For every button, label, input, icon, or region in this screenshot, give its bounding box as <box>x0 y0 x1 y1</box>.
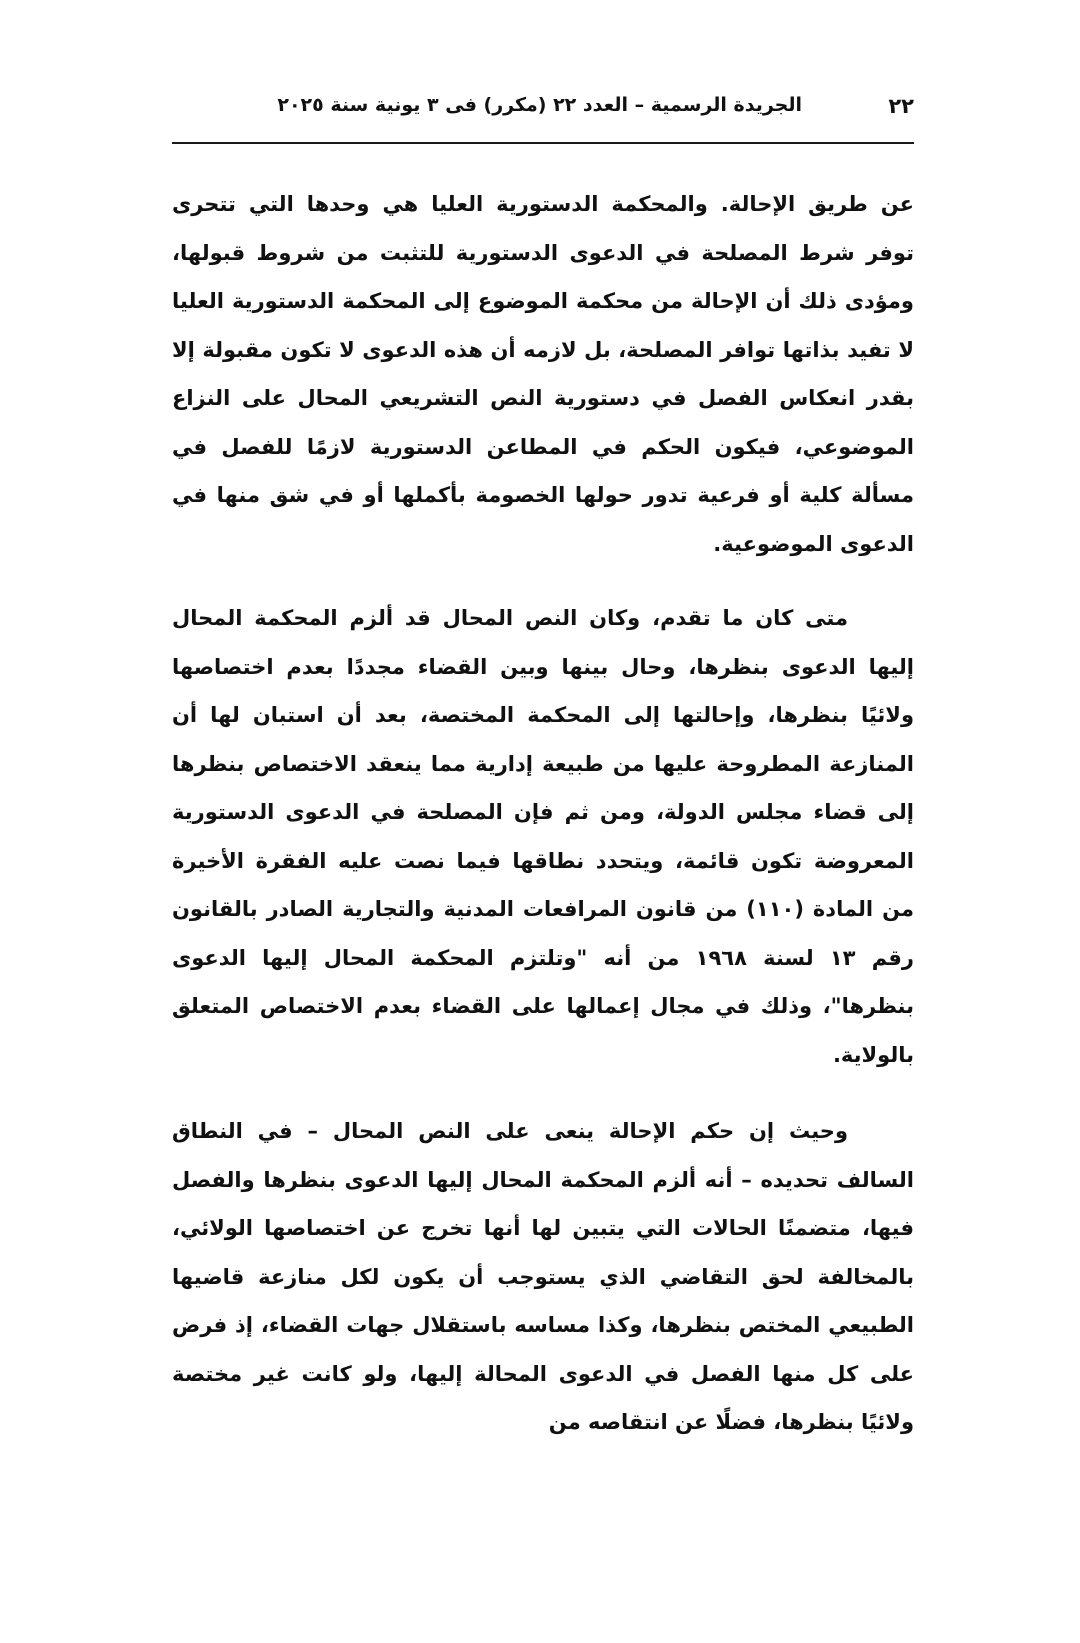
page-number: ٢٢ <box>888 94 914 118</box>
paragraph-1: عن طريق الإحالة. والمحكمة الدستورية العليا هي وحدها التي تتحرى توفر شرط المصلحة في الدعوى الدستورية للتثبت من شروط قبولها، ومؤدى ذلك أن الإحالة من محكمة الموضوع إلى المحكمة الدستورية العليا لا تفيد بذاتها توافر المصلحة، بل لازمه أن هذه الدعوى لا تكون مقبولة إلا بقدر انعكاس الفصل في دستورية النص التشريعي المحال على النزاع الموضوعي، فيكون الحكم في المطاعن الدستورية لازمًا للفصل في مسألة كلية أو فرعية تدور حولها الخصومة بأكملها أو في شق منها في الدعوى الموضوعية. <box>172 192 914 556</box>
page-header <box>172 88 914 136</box>
paragraph-2: متى كان ما تقدم، وكان النص المحال قد ألزم المحكمة المحال إليها الدعوى بنظرها، وحال بينها وبين القضاء مجددًا بعدم اختصاصها ولائيًا بنظرها، وإحالتها إلى المحكمة المختصة، بعد أن استبان لها أن المنازعة المطروحة عليها من طبيعة إدارية مما ينعقد الاختصاص بنظرها إلى قضاء مجلس الدولة، ومن ثم فإن المصلحة في الدعوى الدستورية المعروضة تكون قائمة، ويتحدد نطاقها فيما نصت عليه الفقرة الأخيرة من المادة (١١٠) من قانون المرافعات المدنية والتجارية الصادر بالقانون رقم ١٣ لسنة ١٩٦٨ من أنه "وتلتزم المحكمة المحال إليها الدعوى بنظرها"، وذلك في مجال إعمالها على القضاء بعدم الاختصاص المتعلق بالولاية. <box>172 606 914 1067</box>
body-text <box>172 180 914 1447</box>
header-divider <box>172 142 914 144</box>
paragraph-3: وحيث إن حكم الإحالة ينعى على النص المحال – في النطاق السالف تحديده – أنه ألزم المحكمة المحال إليها الدعوى بنظرها والفصل فيها، متضمنًا الحالات التي يتبين لها أنها تخرج عن اختصاصها الولائي، بالمخالفة لحق التقاضي الذي يستوجب أن يكون لكل منازعة قاضيها الطبيعي المختص بنظرها، وكذا مساسه باستقلال جهات القضاء، إذ فرض على كل منها الفصل في الدعوى المحالة إليها، ولو كانت غير مختصة ولائيًا بنظرها، فضلًا عن انتقاصه من <box>172 1119 914 1434</box>
running-title: الجريدة الرسمية – العدد ٢٢ (مكرر) فى ٣ يونية سنة ٢٠٢٥ <box>277 94 802 116</box>
